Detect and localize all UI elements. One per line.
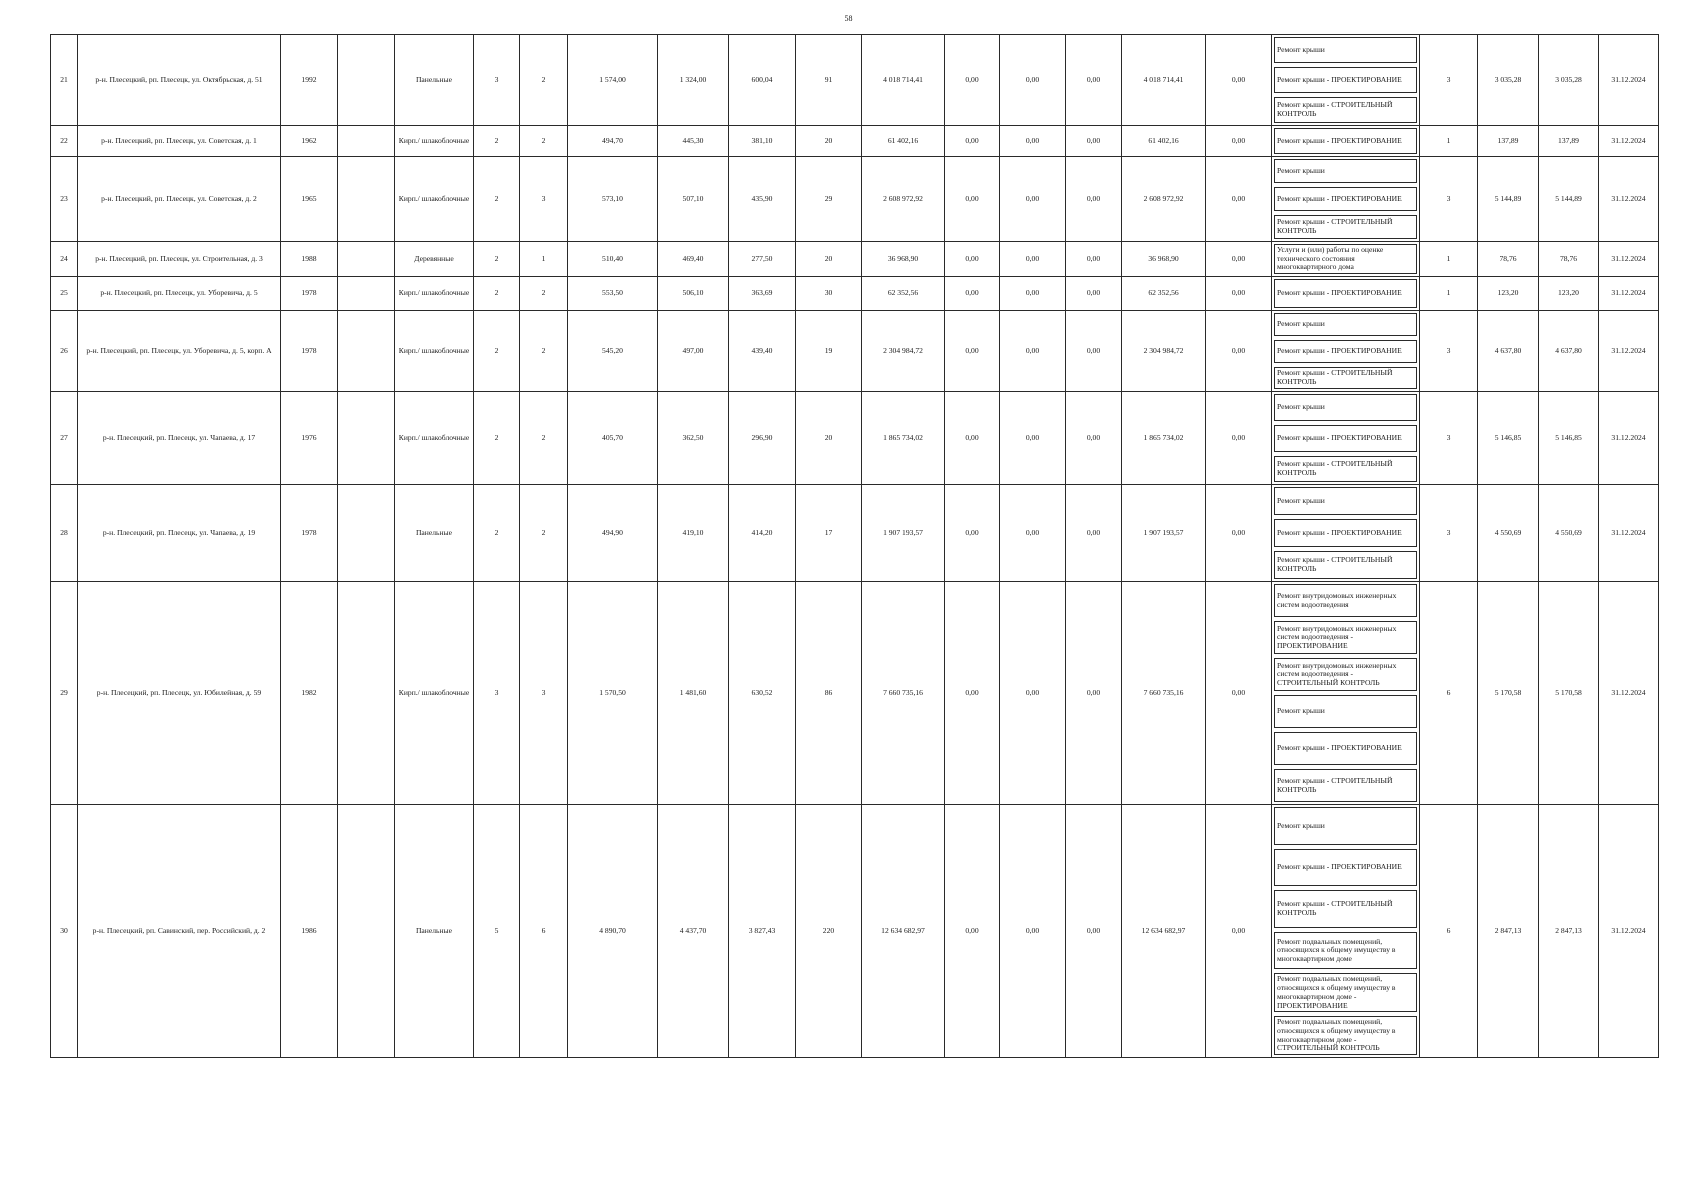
unit-cost-cell: 4 550,69: [1478, 485, 1539, 582]
work-item: Ремонт крыши - ПРОЕКТИРОВАНИЕ: [1274, 425, 1417, 452]
works-list: [1274, 584, 1417, 802]
cost-total-cell: 12 634 682,97: [862, 805, 945, 1058]
table-row: [51, 311, 1659, 392]
entrances-cell: 3: [520, 157, 568, 242]
area-residential-cell: 3 827,43: [729, 805, 796, 1058]
cost-municipal-cell: 0,00: [1066, 277, 1122, 311]
work-item: Ремонт крыши: [1274, 487, 1417, 515]
area-total-cell: 494,90: [568, 485, 658, 582]
cost-fund-cell: 0,00: [945, 392, 1000, 485]
unit-limit-cell: 123,20: [1539, 277, 1599, 311]
table-row: [51, 242, 1659, 277]
work-item: Ремонт крыши - СТРОИТЕЛЬНЫЙ КОНТРОЛЬ: [1274, 769, 1417, 802]
address-cell: р-н. Плесецкий, рп. Плесецк, ул. Чапаева, д. 17: [78, 392, 281, 485]
cost-fund-cell: 0,00: [945, 157, 1000, 242]
work-count-cell: 1: [1420, 126, 1478, 157]
cost-region-cell: 0,00: [1000, 392, 1066, 485]
work-count-cell: 1: [1420, 277, 1478, 311]
year-built-cell: 1978: [281, 485, 338, 582]
residents-cell: 91: [796, 35, 862, 126]
row-number: 25: [51, 277, 78, 311]
entrances-cell: 2: [520, 392, 568, 485]
unit-cost-cell: 4 637,80: [1478, 311, 1539, 392]
work-item: Ремонт подвальных помещений, относящихся к общему имуществу в многоквартирном доме - ПРОЕКТИРОВАНИЕ: [1274, 973, 1417, 1012]
works-cell: [1272, 485, 1420, 582]
area-total-cell: 1 570,50: [568, 582, 658, 805]
row-number: 24: [51, 242, 78, 277]
area-residential-cell: 435,90: [729, 157, 796, 242]
year-built-cell: 1976: [281, 392, 338, 485]
cost-region-cell: 0,00: [1000, 582, 1066, 805]
cost-owners-cell: 1 907 193,57: [1122, 485, 1206, 582]
cost-owners-cell: 4 018 714,41: [1122, 35, 1206, 126]
deadline-cell: 31.12.2024: [1599, 485, 1659, 582]
row-number: 22: [51, 126, 78, 157]
wall-material-cell: Кирп./ шлакоблочные: [395, 392, 474, 485]
cost-other-cell: 0,00: [1206, 126, 1272, 157]
deadline-cell: 31.12.2024: [1599, 126, 1659, 157]
cost-owners-cell: 36 968,90: [1122, 242, 1206, 277]
work-item: Ремонт крыши: [1274, 37, 1417, 63]
work-item: Ремонт крыши - ПРОЕКТИРОВАНИЕ: [1274, 340, 1417, 363]
cost-region-cell: 0,00: [1000, 157, 1066, 242]
cost-other-cell: 0,00: [1206, 805, 1272, 1058]
residents-cell: 220: [796, 805, 862, 1058]
floors-cell: 5: [474, 805, 520, 1058]
unit-limit-cell: 4 637,80: [1539, 311, 1599, 392]
cost-fund-cell: 0,00: [945, 277, 1000, 311]
year-built-cell: 1962: [281, 126, 338, 157]
work-item: Ремонт крыши - СТРОИТЕЛЬНЫЙ КОНТРОЛЬ: [1274, 890, 1417, 928]
year-overhaul-cell: [338, 242, 395, 277]
floors-cell: 2: [474, 311, 520, 392]
work-count-cell: 3: [1420, 392, 1478, 485]
floors-cell: 3: [474, 35, 520, 126]
address-cell: р-н. Плесецкий, рп. Плесецк, ул. Уборевича, д. 5, корп. А: [78, 311, 281, 392]
deadline-cell: 31.12.2024: [1599, 242, 1659, 277]
cost-other-cell: 0,00: [1206, 311, 1272, 392]
floors-cell: 2: [474, 277, 520, 311]
works-cell: [1272, 277, 1420, 311]
cost-total-cell: 2 608 972,92: [862, 157, 945, 242]
wall-material-cell: Кирп./ шлакоблочные: [395, 126, 474, 157]
year-overhaul-cell: [338, 485, 395, 582]
work-item: Ремонт крыши - СТРОИТЕЛЬНЫЙ КОНТРОЛЬ: [1274, 551, 1417, 579]
year-overhaul-cell: [338, 582, 395, 805]
area-total-cell: 573,10: [568, 157, 658, 242]
year-overhaul-cell: [338, 126, 395, 157]
cost-total-cell: 61 402,16: [862, 126, 945, 157]
area-total-cell: 4 890,70: [568, 805, 658, 1058]
works-list: [1274, 487, 1417, 579]
work-item: Ремонт крыши - ПРОЕКТИРОВАНИЕ: [1274, 519, 1417, 547]
cost-fund-cell: 0,00: [945, 242, 1000, 277]
cost-fund-cell: 0,00: [945, 311, 1000, 392]
work-item: Ремонт крыши: [1274, 313, 1417, 336]
year-overhaul-cell: [338, 311, 395, 392]
cost-total-cell: 2 304 984,72: [862, 311, 945, 392]
cost-municipal-cell: 0,00: [1066, 311, 1122, 392]
cost-municipal-cell: 0,00: [1066, 157, 1122, 242]
deadline-cell: 31.12.2024: [1599, 311, 1659, 392]
works-cell: [1272, 805, 1420, 1058]
work-item: Услуги и (или) работы по оценке технического состояния многоквартирного дома: [1274, 244, 1417, 274]
year-overhaul-cell: [338, 392, 395, 485]
unit-limit-cell: 78,76: [1539, 242, 1599, 277]
unit-cost-cell: 5 170,58: [1478, 582, 1539, 805]
deadline-cell: 31.12.2024: [1599, 392, 1659, 485]
floors-cell: 2: [474, 392, 520, 485]
area-residential-cell: 630,52: [729, 582, 796, 805]
unit-limit-cell: 5 170,58: [1539, 582, 1599, 805]
area-premises-cell: 419,10: [658, 485, 729, 582]
work-item: Ремонт подвальных помещений, относящихся к общему имуществу в многоквартирном доме: [1274, 932, 1417, 970]
year-overhaul-cell: [338, 35, 395, 126]
area-premises-cell: 445,30: [658, 126, 729, 157]
cost-region-cell: 0,00: [1000, 35, 1066, 126]
works-list: [1274, 394, 1417, 482]
year-overhaul-cell: [338, 277, 395, 311]
table-body: [51, 35, 1659, 1058]
works-list: [1274, 279, 1417, 308]
area-residential-cell: 363,69: [729, 277, 796, 311]
cost-other-cell: 0,00: [1206, 35, 1272, 126]
table-row: [51, 35, 1659, 126]
work-count-cell: 6: [1420, 805, 1478, 1058]
address-cell: р-н. Плесецкий, рп. Плесецк, ул. Октябрьская, д. 51: [78, 35, 281, 126]
cost-owners-cell: 61 402,16: [1122, 126, 1206, 157]
cost-other-cell: 0,00: [1206, 277, 1272, 311]
area-total-cell: 405,70: [568, 392, 658, 485]
work-count-cell: 3: [1420, 157, 1478, 242]
unit-cost-cell: 5 144,89: [1478, 157, 1539, 242]
unit-cost-cell: 5 146,85: [1478, 392, 1539, 485]
entrances-cell: 3: [520, 582, 568, 805]
entrances-cell: 2: [520, 277, 568, 311]
residents-cell: 19: [796, 311, 862, 392]
unit-limit-cell: 137,89: [1539, 126, 1599, 157]
residents-cell: 86: [796, 582, 862, 805]
work-item: Ремонт крыши - ПРОЕКТИРОВАНИЕ: [1274, 849, 1417, 887]
works-cell: [1272, 582, 1420, 805]
works-list: [1274, 313, 1417, 389]
cost-municipal-cell: 0,00: [1066, 126, 1122, 157]
work-item: Ремонт крыши - ПРОЕКТИРОВАНИЕ: [1274, 279, 1417, 308]
entrances-cell: 2: [520, 485, 568, 582]
cost-total-cell: 62 352,56: [862, 277, 945, 311]
unit-cost-cell: 123,20: [1478, 277, 1539, 311]
year-built-cell: 1988: [281, 242, 338, 277]
wall-material-cell: Кирп./ шлакоблочные: [395, 157, 474, 242]
work-count-cell: 1: [1420, 242, 1478, 277]
row-number: 28: [51, 485, 78, 582]
floors-cell: 2: [474, 157, 520, 242]
table-row: [51, 392, 1659, 485]
area-total-cell: 510,40: [568, 242, 658, 277]
work-item: Ремонт крыши - СТРОИТЕЛЬНЫЙ КОНТРОЛЬ: [1274, 97, 1417, 123]
residents-cell: 30: [796, 277, 862, 311]
address-cell: р-н. Плесецкий, рп. Плесецк, ул. Советская, д. 1: [78, 126, 281, 157]
unit-limit-cell: 5 144,89: [1539, 157, 1599, 242]
area-residential-cell: 414,20: [729, 485, 796, 582]
table-row: [51, 157, 1659, 242]
year-built-cell: 1965: [281, 157, 338, 242]
address-cell: р-н. Плесецкий, рп. Плесецк, ул. Юбилейная, д. 59: [78, 582, 281, 805]
entrances-cell: 2: [520, 35, 568, 126]
cost-fund-cell: 0,00: [945, 126, 1000, 157]
residents-cell: 20: [796, 392, 862, 485]
floors-cell: 2: [474, 485, 520, 582]
area-residential-cell: 439,40: [729, 311, 796, 392]
cost-total-cell: 4 018 714,41: [862, 35, 945, 126]
cost-other-cell: 0,00: [1206, 242, 1272, 277]
cost-owners-cell: 7 660 735,16: [1122, 582, 1206, 805]
table-row: [51, 126, 1659, 157]
works-cell: [1272, 157, 1420, 242]
cost-region-cell: 0,00: [1000, 126, 1066, 157]
work-item: Ремонт крыши - ПРОЕКТИРОВАНИЕ: [1274, 128, 1417, 154]
works-cell: [1272, 242, 1420, 277]
residents-cell: 20: [796, 242, 862, 277]
work-item: Ремонт крыши - ПРОЕКТИРОВАНИЕ: [1274, 187, 1417, 211]
work-count-cell: 6: [1420, 582, 1478, 805]
address-cell: р-н. Плесецкий, рп. Плесецк, ул. Чапаева, д. 19: [78, 485, 281, 582]
cost-total-cell: 7 660 735,16: [862, 582, 945, 805]
table-row: [51, 485, 1659, 582]
area-residential-cell: 381,10: [729, 126, 796, 157]
entrances-cell: 6: [520, 805, 568, 1058]
year-built-cell: 1986: [281, 805, 338, 1058]
year-built-cell: 1978: [281, 311, 338, 392]
year-built-cell: 1992: [281, 35, 338, 126]
deadline-cell: 31.12.2024: [1599, 277, 1659, 311]
wall-material-cell: Деревянные: [395, 242, 474, 277]
row-number: 27: [51, 392, 78, 485]
cost-fund-cell: 0,00: [945, 805, 1000, 1058]
work-item: Ремонт крыши: [1274, 807, 1417, 845]
wall-material-cell: Панельные: [395, 805, 474, 1058]
entrances-cell: 2: [520, 126, 568, 157]
cost-total-cell: 1 865 734,02: [862, 392, 945, 485]
unit-cost-cell: 137,89: [1478, 126, 1539, 157]
cost-region-cell: 0,00: [1000, 277, 1066, 311]
cost-other-cell: 0,00: [1206, 485, 1272, 582]
area-premises-cell: 506,10: [658, 277, 729, 311]
wall-material-cell: Панельные: [395, 35, 474, 126]
row-number: 29: [51, 582, 78, 805]
works-list: [1274, 244, 1417, 274]
cost-region-cell: 0,00: [1000, 311, 1066, 392]
work-count-cell: 3: [1420, 311, 1478, 392]
area-residential-cell: 296,90: [729, 392, 796, 485]
work-item: Ремонт крыши - ПРОЕКТИРОВАНИЕ: [1274, 67, 1417, 93]
area-total-cell: 553,50: [568, 277, 658, 311]
residents-cell: 17: [796, 485, 862, 582]
area-premises-cell: 4 437,70: [658, 805, 729, 1058]
cost-region-cell: 0,00: [1000, 242, 1066, 277]
unit-cost-cell: 2 847,13: [1478, 805, 1539, 1058]
address-cell: р-н. Плесецкий, рп. Плесецк, ул. Строительная, д. 3: [78, 242, 281, 277]
row-number: 23: [51, 157, 78, 242]
year-built-cell: 1982: [281, 582, 338, 805]
address-cell: р-н. Плесецкий, рп. Савинский, пер. Российский, д. 2: [78, 805, 281, 1058]
work-count-cell: 3: [1420, 485, 1478, 582]
work-item: Ремонт крыши: [1274, 394, 1417, 421]
area-premises-cell: 1 324,00: [658, 35, 729, 126]
deadline-cell: 31.12.2024: [1599, 582, 1659, 805]
floors-cell: 3: [474, 582, 520, 805]
year-overhaul-cell: [338, 805, 395, 1058]
unit-cost-cell: 78,76: [1478, 242, 1539, 277]
floors-cell: 2: [474, 126, 520, 157]
unit-limit-cell: 4 550,69: [1539, 485, 1599, 582]
area-premises-cell: 362,50: [658, 392, 729, 485]
cost-municipal-cell: 0,00: [1066, 242, 1122, 277]
cost-other-cell: 0,00: [1206, 157, 1272, 242]
deadline-cell: 31.12.2024: [1599, 157, 1659, 242]
work-count-cell: 3: [1420, 35, 1478, 126]
wall-material-cell: Кирп./ шлакоблочные: [395, 582, 474, 805]
work-item: Ремонт внутридомовых инженерных систем водоотведения: [1274, 584, 1417, 617]
address-cell: р-н. Плесецкий, рп. Плесецк, ул. Советская, д. 2: [78, 157, 281, 242]
area-total-cell: 494,70: [568, 126, 658, 157]
work-item: Ремонт подвальных помещений, относящихся к общему имуществу в многоквартирном доме - СТРОИТЕЛЬНЫЙ КОНТРОЛЬ: [1274, 1016, 1417, 1055]
cost-fund-cell: 0,00: [945, 485, 1000, 582]
table-row: [51, 582, 1659, 805]
cost-municipal-cell: 0,00: [1066, 485, 1122, 582]
unit-limit-cell: 5 146,85: [1539, 392, 1599, 485]
capital-repair-table: [50, 34, 1659, 1058]
work-item: Ремонт внутридомовых инженерных систем водоотведения - ПРОЕКТИРОВАНИЕ: [1274, 621, 1417, 654]
area-premises-cell: 1 481,60: [658, 582, 729, 805]
residents-cell: 29: [796, 157, 862, 242]
works-cell: [1272, 311, 1420, 392]
cost-municipal-cell: 0,00: [1066, 805, 1122, 1058]
unit-cost-cell: 3 035,28: [1478, 35, 1539, 126]
area-premises-cell: 497,00: [658, 311, 729, 392]
work-item: Ремонт внутридомовых инженерных систем водоотведения - СТРОИТЕЛЬНЫЙ КОНТРОЛЬ: [1274, 658, 1417, 691]
cost-region-cell: 0,00: [1000, 485, 1066, 582]
cost-region-cell: 0,00: [1000, 805, 1066, 1058]
cost-other-cell: 0,00: [1206, 392, 1272, 485]
works-cell: [1272, 392, 1420, 485]
works-list: [1274, 128, 1417, 154]
address-cell: р-н. Плесецкий, рп. Плесецк, ул. Уборевича, д. 5: [78, 277, 281, 311]
cost-owners-cell: 12 634 682,97: [1122, 805, 1206, 1058]
cost-owners-cell: 2 304 984,72: [1122, 311, 1206, 392]
cost-other-cell: 0,00: [1206, 582, 1272, 805]
wall-material-cell: Кирп./ шлакоблочные: [395, 311, 474, 392]
area-total-cell: 545,20: [568, 311, 658, 392]
works-list: [1274, 159, 1417, 239]
entrances-cell: 2: [520, 311, 568, 392]
cost-municipal-cell: 0,00: [1066, 392, 1122, 485]
row-number: 30: [51, 805, 78, 1058]
table-row: [51, 805, 1659, 1058]
deadline-cell: 31.12.2024: [1599, 35, 1659, 126]
area-premises-cell: 469,40: [658, 242, 729, 277]
works-cell: [1272, 126, 1420, 157]
works-list: [1274, 37, 1417, 123]
page-number: 58: [844, 14, 853, 23]
row-number: 26: [51, 311, 78, 392]
area-residential-cell: 277,50: [729, 242, 796, 277]
cost-owners-cell: 1 865 734,02: [1122, 392, 1206, 485]
cost-fund-cell: 0,00: [945, 35, 1000, 126]
cost-owners-cell: 62 352,56: [1122, 277, 1206, 311]
work-item: Ремонт крыши - СТРОИТЕЛЬНЫЙ КОНТРОЛЬ: [1274, 367, 1417, 390]
works-cell: [1272, 35, 1420, 126]
cost-fund-cell: 0,00: [945, 582, 1000, 805]
work-item: Ремонт крыши: [1274, 159, 1417, 183]
work-item: Ремонт крыши - ПРОЕКТИРОВАНИЕ: [1274, 732, 1417, 765]
area-total-cell: 1 574,00: [568, 35, 658, 126]
wall-material-cell: Панельные: [395, 485, 474, 582]
work-item: Ремонт крыши - СТРОИТЕЛЬНЫЙ КОНТРОЛЬ: [1274, 456, 1417, 483]
cost-municipal-cell: 0,00: [1066, 35, 1122, 126]
unit-limit-cell: 3 035,28: [1539, 35, 1599, 126]
unit-limit-cell: 2 847,13: [1539, 805, 1599, 1058]
year-built-cell: 1978: [281, 277, 338, 311]
row-number: 21: [51, 35, 78, 126]
work-item: Ремонт крыши - СТРОИТЕЛЬНЫЙ КОНТРОЛЬ: [1274, 215, 1417, 239]
area-residential-cell: 600,04: [729, 35, 796, 126]
entrances-cell: 1: [520, 242, 568, 277]
works-list: [1274, 807, 1417, 1055]
cost-total-cell: 36 968,90: [862, 242, 945, 277]
deadline-cell: 31.12.2024: [1599, 805, 1659, 1058]
residents-cell: 20: [796, 126, 862, 157]
work-item: Ремонт крыши: [1274, 695, 1417, 728]
area-premises-cell: 507,10: [658, 157, 729, 242]
cost-total-cell: 1 907 193,57: [862, 485, 945, 582]
cost-owners-cell: 2 608 972,92: [1122, 157, 1206, 242]
year-overhaul-cell: [338, 157, 395, 242]
wall-material-cell: Кирп./ шлакоблочные: [395, 277, 474, 311]
table-row: [51, 277, 1659, 311]
cost-municipal-cell: 0,00: [1066, 582, 1122, 805]
floors-cell: 2: [474, 242, 520, 277]
